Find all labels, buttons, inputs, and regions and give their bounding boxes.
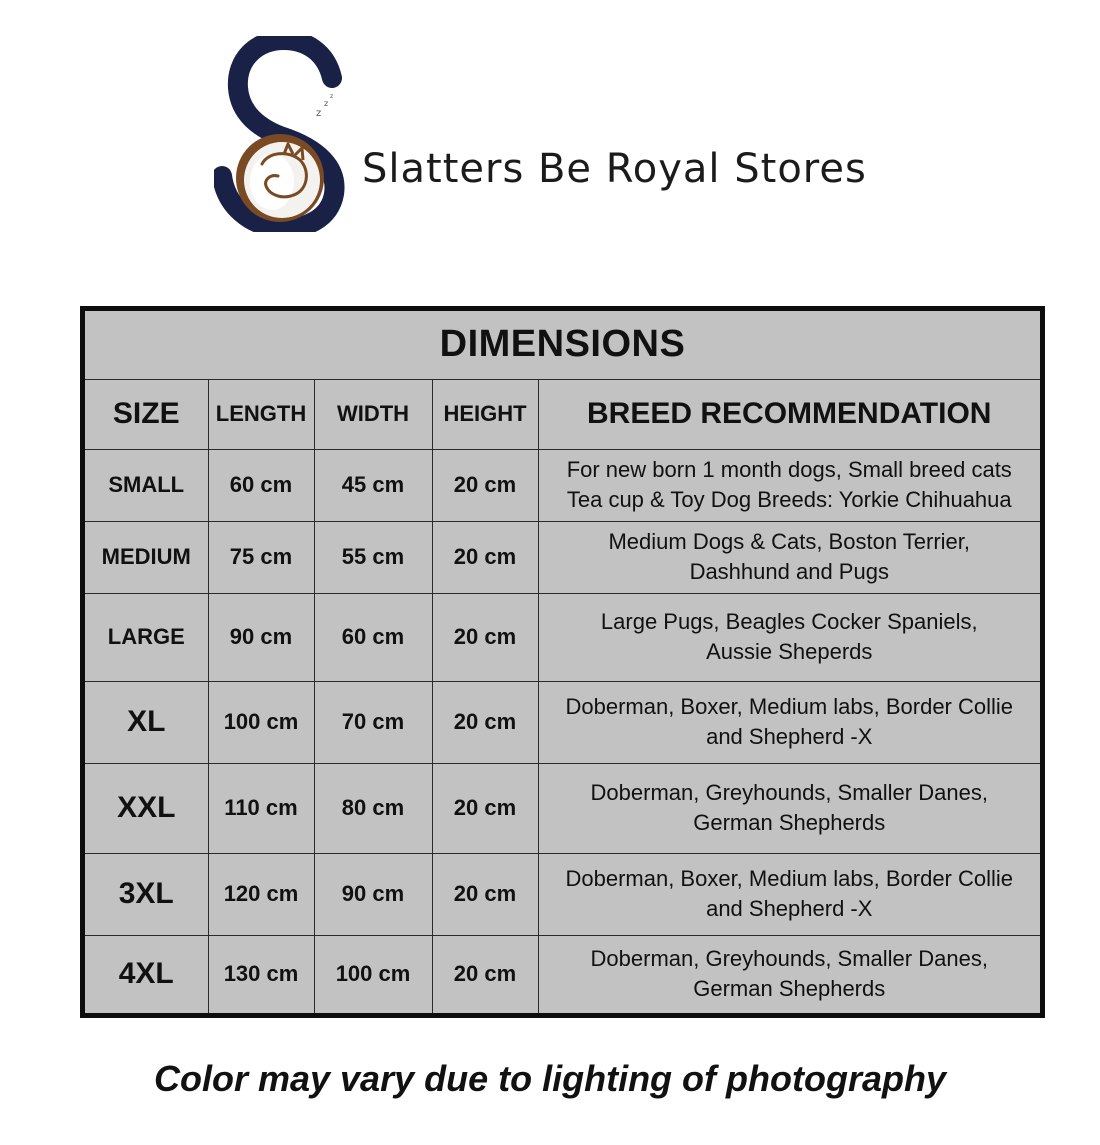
breed-line: Doberman, Greyhounds, Smaller Danes, — [590, 780, 988, 805]
width-cell: 90 cm — [314, 853, 432, 935]
size-cell: 4XL — [85, 935, 208, 1013]
width-cell: 60 cm — [314, 593, 432, 681]
table-row — [85, 449, 1040, 521]
width-cell: 55 cm — [314, 521, 432, 593]
breed-line: German Shepherds — [693, 976, 886, 1002]
table-row — [85, 763, 1040, 853]
length-cell: 90 cm — [208, 593, 314, 681]
breed-line: Large Pugs, Beagles Cocker Spaniels, — [600, 609, 978, 634]
size-cell: XL — [85, 681, 208, 763]
breed-cell — [538, 521, 1040, 593]
sleeping-cat-s-logo-icon — [214, 36, 354, 232]
brand-logo — [214, 36, 354, 232]
breed-line: Tea cup & Toy Dog Breeds: Yorkie Chihuahua — [566, 487, 1012, 512]
breed-cell — [538, 935, 1040, 1013]
breed-line: Medium Dogs & Cats, Boston Terrier, — [608, 529, 971, 554]
size-cell: XXL — [85, 763, 208, 853]
brand-name: Slatters Be Royal Stores — [362, 146, 867, 192]
height-cell: 20 cm — [432, 449, 538, 521]
breed-line: and Shepherd -X — [706, 896, 873, 921]
svg-text:z: z — [330, 93, 334, 100]
width-cell: 80 cm — [314, 763, 432, 853]
breed-line: Dashhund and Pugs — [689, 559, 889, 584]
breed-cell — [538, 593, 1040, 681]
width-cell: 100 cm — [314, 935, 432, 1013]
header-size: SIZE — [85, 379, 208, 449]
height-cell: 20 cm — [432, 853, 538, 935]
dimensions-table — [85, 311, 1040, 1013]
table-row — [85, 935, 1040, 1013]
size-cell: LARGE — [85, 593, 208, 681]
breed-cell — [538, 681, 1040, 763]
height-cell: 20 cm — [432, 521, 538, 593]
breed-line: Doberman, Boxer, Medium labs, Border Collie — [565, 866, 1014, 891]
header-row — [85, 379, 1040, 449]
table-row — [85, 521, 1040, 593]
length-cell: 100 cm — [208, 681, 314, 763]
breed-cell — [538, 853, 1040, 935]
width-cell: 70 cm — [314, 681, 432, 763]
table-row — [85, 853, 1040, 935]
length-cell: 75 cm — [208, 521, 314, 593]
dimensions-table-container — [80, 306, 1045, 1018]
svg-text:z: z — [316, 108, 322, 119]
breed-line: Doberman, Greyhounds, Smaller Danes, — [590, 946, 988, 972]
header-width: WIDTH — [314, 379, 432, 449]
breed-line: Doberman, Boxer, Medium labs, Border Collie — [565, 694, 1014, 719]
table-row — [85, 681, 1040, 763]
table-title: DIMENSIONS — [85, 311, 1040, 379]
breed-line: and Shepherd -X — [706, 724, 873, 749]
breed-cell — [538, 449, 1040, 521]
height-cell: 20 cm — [432, 935, 538, 1013]
breed-line: German Shepherds — [693, 810, 886, 835]
height-cell: 20 cm — [432, 593, 538, 681]
height-cell: 20 cm — [432, 763, 538, 853]
length-cell: 60 cm — [208, 449, 314, 521]
length-cell: 130 cm — [208, 935, 314, 1013]
breed-line: Aussie Sheperds — [706, 639, 873, 664]
length-cell: 120 cm — [208, 853, 314, 935]
disclaimer-note: Color may vary due to lighting of photography — [153, 1058, 947, 1099]
breed-line: For new born 1 month dogs, Small breed cats — [566, 457, 1012, 482]
table-row — [85, 593, 1040, 681]
width-cell: 45 cm — [314, 449, 432, 521]
header-breed: BREED RECOMMENDATION — [538, 379, 1040, 449]
size-cell: MEDIUM — [85, 521, 208, 593]
length-cell: 110 cm — [208, 763, 314, 853]
header-length: LENGTH — [208, 379, 314, 449]
breed-cell — [538, 763, 1040, 853]
size-cell: 3XL — [85, 853, 208, 935]
height-cell: 20 cm — [432, 681, 538, 763]
size-cell: SMALL — [85, 449, 208, 521]
header-height: HEIGHT — [432, 379, 538, 449]
svg-text:z: z — [324, 99, 329, 108]
